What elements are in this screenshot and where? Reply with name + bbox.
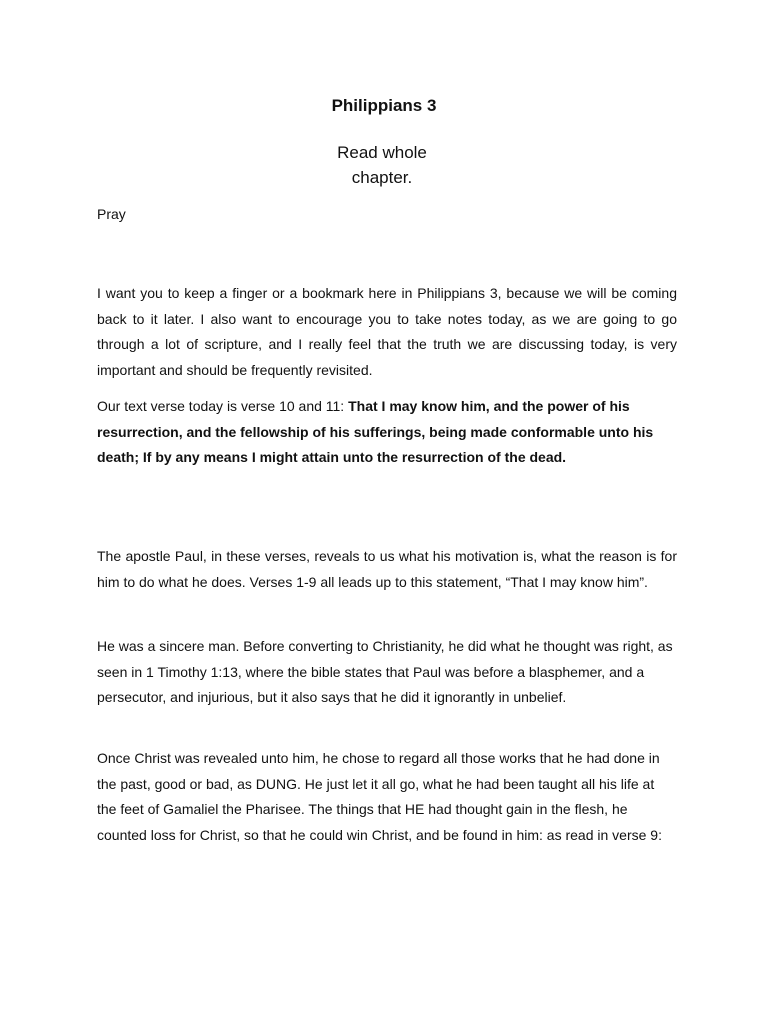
text-verse-quote: That I may know him, and the power of his resurrection, and the fellowship of his sufferings, being made conformable unto his death; If by any means I might attain unto the resurrection of the dead. — [97, 398, 654, 465]
document-title: Philippians 3 — [331, 96, 437, 115]
document-subtitle: Read whole chapter. — [337, 143, 427, 187]
pray-label: Pray — [97, 206, 126, 222]
paragraph-text-verse — [97, 394, 677, 471]
paragraph-bookmark: I want you to keep a finger or a bookmark here in Philippians 3, because we will be coming back to it later. I also want to encourage you to take notes today, as we are going to go through a lot of scripture, and I really feel that the truth we are discussing today, is very important and should be frequently revisited. — [97, 285, 677, 378]
paragraph-sincere-man: He was a sincere man. Before converting to Christianity, he did what he thought was right, as seen in 1 Timothy 1:13, where the bible states that Paul was before a blasphemer, and a persecutor, and injurious, but it also says that he did it ignorantly in unbelief. — [97, 638, 673, 705]
paragraph-motivation: The apostle Paul, in these verses, reveals to us what his motivation is, what the reason is for him to do what he does. Verses 1-9 all leads up to this statement, “That I may know him”. — [97, 548, 677, 590]
paragraph-christ-revealed: Once Christ was revealed unto him, he chose to regard all those works that he had done in the past, good or bad, as DUNG. He just let it all go, what he had been taught all his life at the feet of Gamaliel the Pharisee. The things that HE had thought gain in the flesh, he counted loss for Christ, so that he could win Christ, and be found in him: as read in verse 9: — [97, 750, 662, 843]
text-verse-intro: Our text verse today is verse 10 and 11: — [97, 398, 349, 414]
